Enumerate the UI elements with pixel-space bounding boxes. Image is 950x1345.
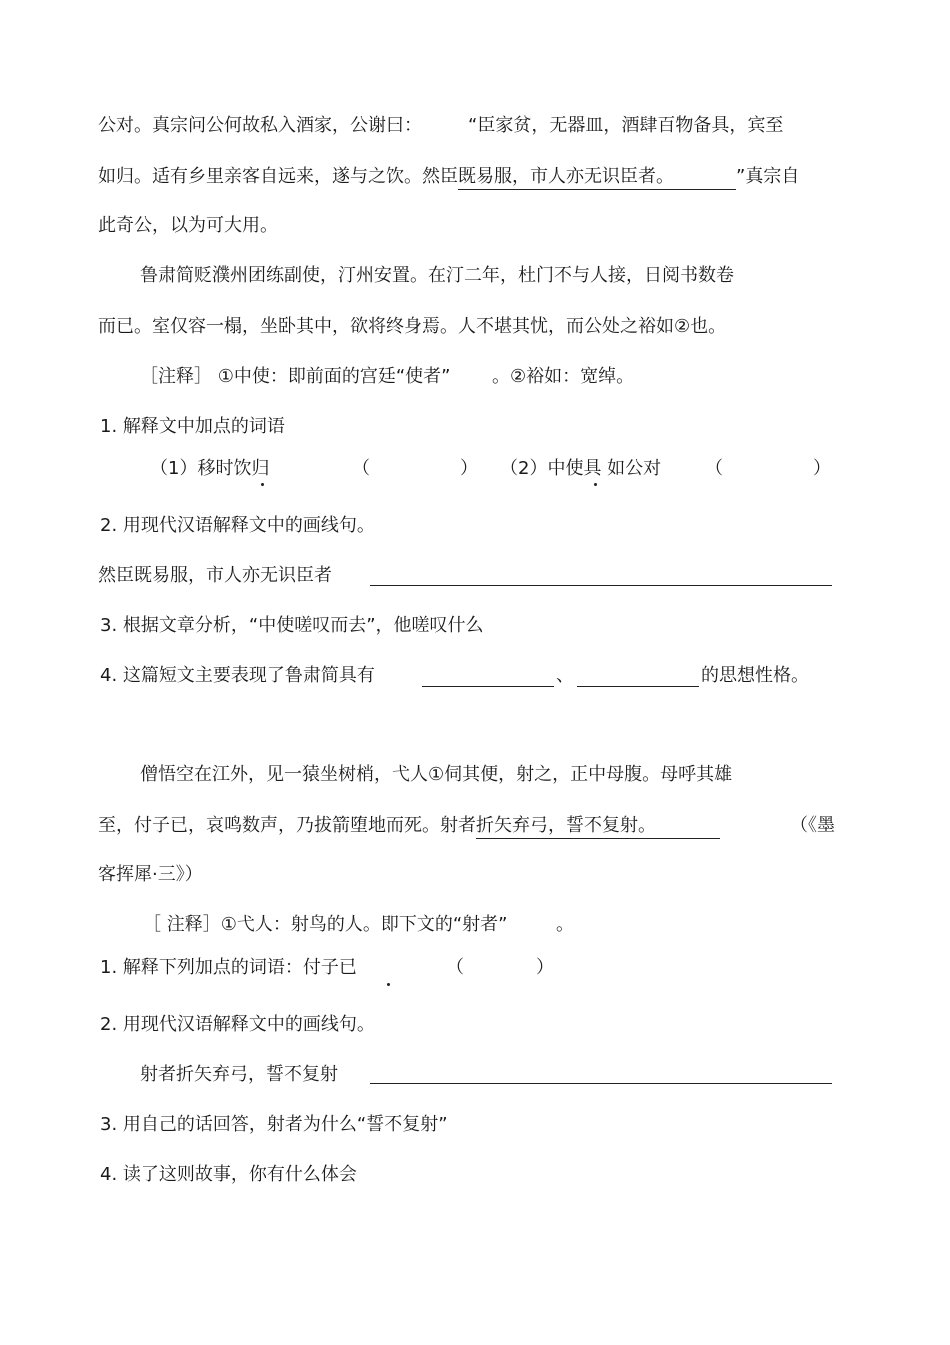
q2-1-answer-blank: （ ）: [446, 957, 554, 978]
answer-line[interactable]: [370, 1083, 832, 1084]
passage1-line-4: 鲁肃简贬濮州团练副使，汀州安置。在汀二年，杜门不与人接，日阅书数卷: [140, 265, 734, 286]
q2-3-heading: 3. 用自己的话回答，射者为什么“誓不复射”: [100, 1114, 448, 1135]
q2-4-heading: 4. 读了这则故事，你有什么体会: [100, 1164, 357, 1185]
q1-1-answer-blank-2: （ ）: [705, 458, 831, 479]
underlined-sentence-1: 既易服，市人亦无识臣者。: [458, 165, 736, 190]
emphasis-dot: [594, 483, 597, 486]
passage1-line-2-end: ”真宗自: [736, 166, 800, 187]
underlined-sentence-2: 折矢弃弓，誓不复射。: [476, 814, 720, 839]
q1-4-end: 的思想性格。: [701, 665, 809, 686]
answer-line[interactable]: [577, 686, 699, 687]
q1-1-answer-blank-1: （ ）: [352, 458, 478, 479]
q1-2-heading: 2. 用现代汉语解释文中的画线句。: [100, 515, 375, 536]
q1-3-heading: 3. 根据文章分析，“中使嗟叹而去”，他嗟叹什么: [100, 615, 484, 636]
passage1-line-1-quote: “臣家贫，无器皿，酒肆百物备具，宾至: [468, 115, 784, 136]
q1-1-item-2: （2）中使具 如公对: [500, 458, 662, 479]
q2-2-sentence: 射者折矢弃弓，誓不复射: [140, 1064, 338, 1085]
q1-4-separator: 、: [556, 665, 574, 686]
passage1-line-5: 而已。室仅容一榻，坐卧其中，欲将终身焉。人不堪其忧，而公处之裕如②也。: [98, 316, 727, 337]
passage1-note: ［注释］ ①中使：即前面的宫廷“使者”: [140, 366, 451, 387]
passage1-note-end: 。②裕如：宽绰。: [492, 366, 635, 387]
passage2-line-2-start: 至，付子已，哀鸣数声，乃拔箭堕地而死。射者: [98, 815, 476, 836]
answer-line[interactable]: [370, 585, 832, 586]
passage1-line-2-start: 如归。适有乡里亲客自远来，遂与之饮。然臣: [98, 166, 458, 187]
q1-2-sentence: 然臣既易服，市人亦无识臣者: [98, 565, 332, 586]
passage1-line-3: 此奇公，以为可大用。: [98, 215, 278, 236]
q2-1-heading: 1. 解释下列加点的词语：付子已: [100, 957, 357, 978]
passage2-source-end: 客挥犀·三》）: [98, 864, 203, 885]
passage1-line-1: 公对。真宗问公何故私入酒家，公谢曰：: [98, 115, 422, 136]
emphasis-dot: [387, 983, 390, 986]
passage1-line-2: [98, 165, 799, 190]
q2-2-heading: 2. 用现代汉语解释文中的画线句。: [100, 1014, 375, 1035]
passage2-line-1: 僧悟空在江外，见一猿坐树梢，弋人①伺其便，射之，正中母腹。母呼其雄: [140, 764, 733, 785]
q1-1-item-1: （1）移时饮归: [150, 458, 270, 479]
passage2-line-2: [98, 814, 720, 839]
q1-4-heading: 4. 这篇短文主要表现了鲁肃简具有: [100, 665, 375, 686]
passage2-source-start: （《墨: [790, 815, 835, 836]
passage2-note: ［ 注释］①弋人：射鸟的人。即下文的“射者”: [143, 914, 508, 935]
q1-1-heading: 1. 解释文中加点的词语: [100, 416, 285, 437]
emphasis-dot: [261, 483, 264, 486]
answer-line[interactable]: [422, 686, 554, 687]
passage2-note-end: 。: [556, 914, 574, 935]
